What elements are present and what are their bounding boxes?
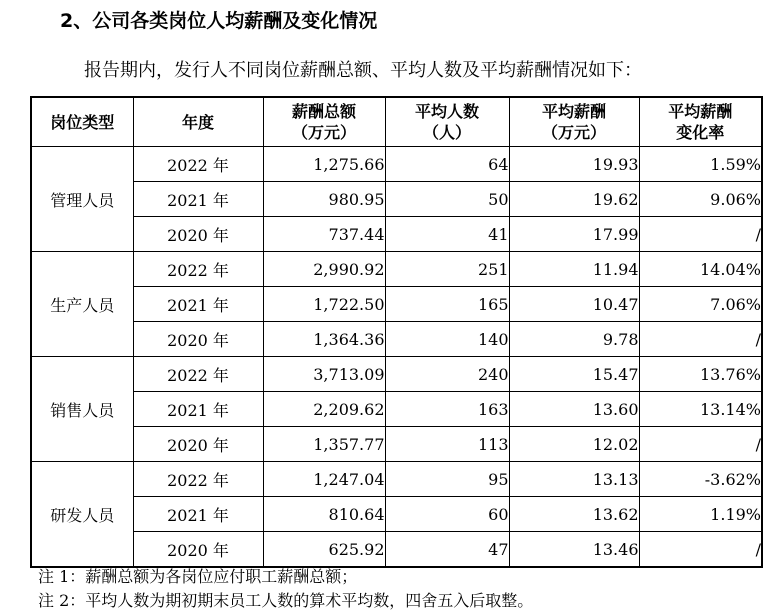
total-salary-cell: 625.92 (263, 532, 385, 568)
total-salary-cell: 1,364.36 (263, 322, 385, 357)
year-cell: 2020 年 (133, 427, 263, 462)
year-cell: 2022 年 (133, 252, 263, 287)
change-rate-cell: / (639, 217, 762, 252)
change-rate-cell: / (639, 322, 762, 357)
headcount-cell: 60 (385, 497, 509, 532)
headcount-cell: 251 (385, 252, 509, 287)
note-1: 注 1：薪酬总额为各岗位应付职工薪酬总额； (38, 567, 358, 586)
intro-paragraph: 报告期内，发行人不同岗位薪酬总额、平均人数及平均薪酬情况如下： (84, 60, 642, 81)
headcount-cell: 113 (385, 427, 509, 462)
total-salary-cell: 1,275.66 (263, 147, 385, 182)
category-cell: 管理人员 (31, 147, 133, 252)
headcount-cell: 163 (385, 392, 509, 427)
average-salary-cell: 13.13 (509, 462, 639, 497)
header-year: 年度 (133, 97, 263, 147)
year-cell: 2022 年 (133, 147, 263, 182)
average-salary-cell: 11.94 (509, 252, 639, 287)
table-header (31, 97, 762, 147)
header-position-type: 岗位类型 (31, 97, 133, 147)
note-2: 注 2：平均人数为期初期末员工人数的算术平均数，四舍五入后取整。 (38, 591, 534, 610)
table-body (31, 147, 762, 568)
total-salary-cell: 1,247.04 (263, 462, 385, 497)
table-row (31, 427, 762, 462)
average-salary-cell: 17.99 (509, 217, 639, 252)
change-rate-cell: / (639, 427, 762, 462)
year-cell: 2020 年 (133, 217, 263, 252)
total-salary-cell: 2,209.62 (263, 392, 385, 427)
average-salary-cell: 10.47 (509, 287, 639, 322)
table-row (31, 147, 762, 182)
average-salary-cell: 13.62 (509, 497, 639, 532)
change-rate-cell: / (639, 532, 762, 568)
table-row (31, 217, 762, 252)
total-salary-cell: 1,722.50 (263, 287, 385, 322)
average-salary-cell: 19.62 (509, 182, 639, 217)
average-salary-cell: 13.60 (509, 392, 639, 427)
total-salary-cell: 980.95 (263, 182, 385, 217)
category-cell: 研发人员 (31, 462, 133, 568)
headcount-cell: 50 (385, 182, 509, 217)
change-rate-cell: 14.04% (639, 252, 762, 287)
change-rate-cell: 1.19% (639, 497, 762, 532)
header-average-headcount: 平均人数 （人） (385, 97, 509, 147)
table-row (31, 357, 762, 392)
table-row (31, 252, 762, 287)
average-salary-cell: 9.78 (509, 322, 639, 357)
total-salary-cell: 737.44 (263, 217, 385, 252)
table-row (31, 497, 762, 532)
header-row (31, 97, 762, 147)
total-salary-cell: 810.64 (263, 497, 385, 532)
headcount-cell: 95 (385, 462, 509, 497)
average-salary-cell: 13.46 (509, 532, 639, 568)
year-cell: 2021 年 (133, 287, 263, 322)
change-rate-cell: -3.62% (639, 462, 762, 497)
headcount-cell: 140 (385, 322, 509, 357)
change-rate-cell: 13.14% (639, 392, 762, 427)
table-row (31, 322, 762, 357)
table-notes (38, 565, 533, 613)
change-rate-cell: 1.59% (639, 147, 762, 182)
salary-table (30, 96, 763, 568)
total-salary-cell: 3,713.09 (263, 357, 385, 392)
category-cell: 生产人员 (31, 252, 133, 357)
change-rate-cell: 13.76% (639, 357, 762, 392)
average-salary-cell: 15.47 (509, 357, 639, 392)
total-salary-cell: 1,357.77 (263, 427, 385, 462)
year-cell: 2022 年 (133, 357, 263, 392)
headcount-cell: 165 (385, 287, 509, 322)
table-row (31, 182, 762, 217)
table-row (31, 532, 762, 568)
year-cell: 2021 年 (133, 392, 263, 427)
header-total-salary: 薪酬总额 （万元） (263, 97, 385, 147)
average-salary-cell: 12.02 (509, 427, 639, 462)
headcount-cell: 64 (385, 147, 509, 182)
table-row (31, 392, 762, 427)
header-salary-change-rate: 平均薪酬 变化率 (639, 97, 762, 147)
table-row (31, 462, 762, 497)
year-cell: 2022 年 (133, 462, 263, 497)
category-cell: 销售人员 (31, 357, 133, 462)
average-salary-cell: 19.93 (509, 147, 639, 182)
total-salary-cell: 2,990.92 (263, 252, 385, 287)
year-cell: 2021 年 (133, 182, 263, 217)
year-cell: 2021 年 (133, 497, 263, 532)
change-rate-cell: 9.06% (639, 182, 762, 217)
table-row (31, 287, 762, 322)
year-cell: 2020 年 (133, 322, 263, 357)
year-cell: 2020 年 (133, 532, 263, 568)
headcount-cell: 240 (385, 357, 509, 392)
change-rate-cell: 7.06% (639, 287, 762, 322)
header-average-salary: 平均薪酬 （万元） (509, 97, 639, 147)
headcount-cell: 41 (385, 217, 509, 252)
section-heading: 2、公司各类岗位人均薪酬及变化情况 (60, 10, 378, 32)
headcount-cell: 47 (385, 532, 509, 568)
